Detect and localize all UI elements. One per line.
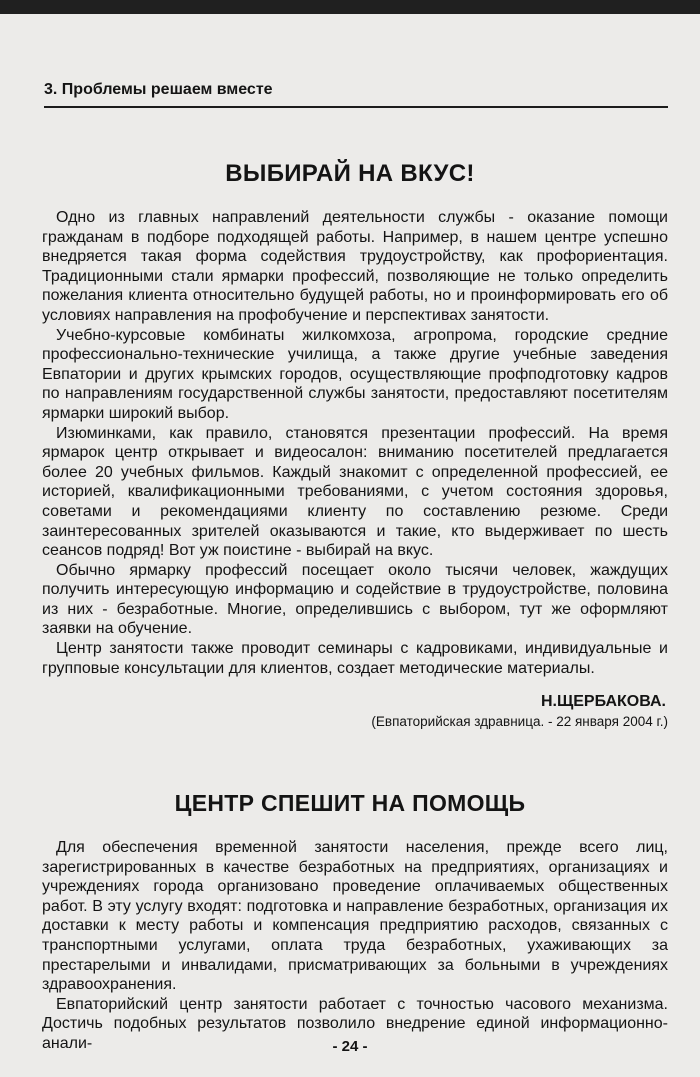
paragraph: Евпаторийский центр занятости работает с точностью часового механизма. Достичь подобных результатов позволило внедрение единой информационно-анали- bbox=[42, 995, 668, 1052]
article-1-body bbox=[42, 208, 668, 678]
paragraph: Учебно-курсовые комбинаты жилкомхоза, агропрома, городские средние профессионально-технические училища, а также другие учебные заведения Евпатории и других крымских городов, осуществляющие профподготовку кадров по направлениям государственной службы занятости, предоставляют посетителям ярмарки широкий выбор. bbox=[42, 326, 668, 422]
paragraph: Центр занятости также проводит семинары с кадровиками, индивидуальные и групповые консультации для клиентов, создает методические материалы. bbox=[42, 640, 668, 677]
header-divider bbox=[44, 106, 668, 108]
article-1-title: ВЫБИРАЙ НА ВКУС! bbox=[225, 160, 475, 187]
article-1-source: (Евпаторийская здравница. - 22 января 2004 г.) bbox=[371, 714, 668, 729]
paragraph: Для обеспечения временной занятости населения, прежде всего лиц, зарегистрированных в качестве безработных на предприятиях, организациях и учреждениях города организовано проведение оплачиваемых общественных работ. В эту услугу входят: подготовка и направление безработных, организация их доставки к месту работы и компенсация предприятию расходов, связанных с транспортными услугами, оплата труда безработных, ухаживающих за престарелыми и инвалидами, присматривающих за больными в учреждениях здравоохранения. bbox=[42, 839, 668, 994]
page-number: - 24 - bbox=[332, 1038, 368, 1055]
paragraph: Изюминками, как правило, становятся презентации профессий. На время ярмарок центр открывает и видеосалон: вниманию посетителей предлагается более 20 учебных фильмов. Каждый знакомит с определенной профессией, ее историей, квалификационными требованиями, с учетом состояния здоровья, советами и рекомендациями клиенту по составлению резюме. Среди заинтересованных зрителей оказываются и такие, кто выдерживает по шесть сеансов подряд! Вот уж поистине - выбирай на вкус. bbox=[42, 424, 668, 560]
article-2-body bbox=[42, 838, 668, 1054]
top-dark-band bbox=[0, 0, 700, 14]
paragraph: Обычно ярмарку профессий посещает около тысячи человек, жаждущих получить интересующую информацию и содействие в трудоустройстве, половина из них - безработные. Многие, определившись с выбором, тут же оформляют заявки на обучение. bbox=[42, 561, 668, 638]
section-heading: 3. Проблемы решаем вместе bbox=[44, 81, 273, 98]
paragraph: Одно из главных направлений деятельности службы - оказание помощи гражданам в подборе подходящей работы. Например, в нашем центре успешно внедряется такая форма содействия трудоустройству, как профориентация. Традиционными стали ярмарки профессий, позволяющие не только определить пожелания клиента относительно будущей работы, но и проинформировать его об условиях направления на профобучение и перспективах занятости. bbox=[42, 209, 668, 324]
article-1-author: Н.ЩЕРБАКОВА. bbox=[540, 693, 666, 710]
article-2-title: ЦЕНТР СПЕШИТ НА ПОМОЩЬ bbox=[174, 790, 526, 816]
